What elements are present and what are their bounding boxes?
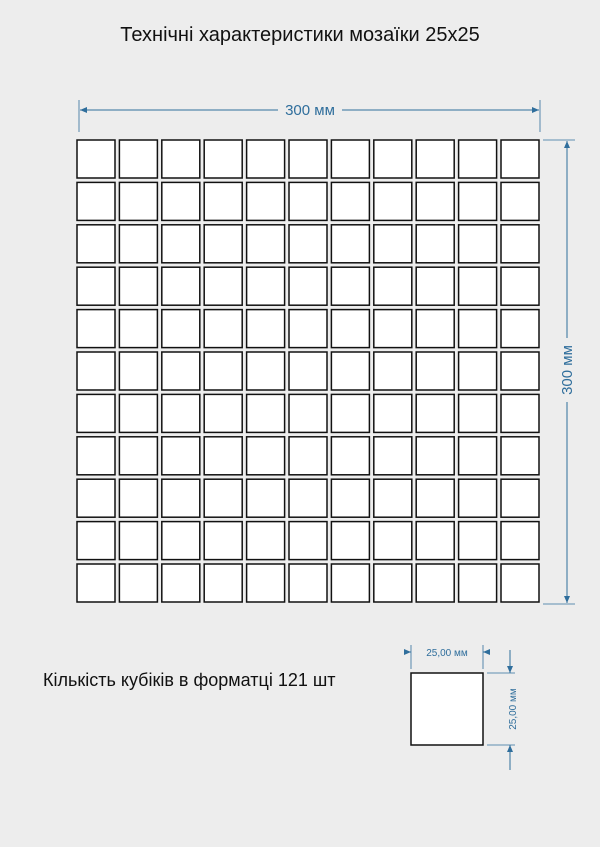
mosaic-tile bbox=[331, 352, 369, 390]
mosaic-tile bbox=[289, 267, 327, 305]
sheet-width-label: 300 мм bbox=[285, 102, 335, 119]
mosaic-tile bbox=[77, 479, 115, 517]
mosaic-tile bbox=[289, 522, 327, 560]
mosaic-tile bbox=[77, 310, 115, 348]
mosaic-tile bbox=[501, 437, 539, 475]
tile-count-text: Кількість кубіків в форматці 121 шт bbox=[43, 670, 336, 690]
mosaic-tile bbox=[501, 522, 539, 560]
mosaic-tile bbox=[162, 267, 200, 305]
mosaic-tile bbox=[459, 479, 497, 517]
mosaic-tile bbox=[289, 437, 327, 475]
mosaic-tile bbox=[119, 479, 157, 517]
mosaic-tile bbox=[247, 352, 285, 390]
mosaic-tile bbox=[459, 522, 497, 560]
mosaic-tile bbox=[289, 140, 327, 178]
mosaic-tile bbox=[374, 352, 412, 390]
mosaic-tile bbox=[459, 310, 497, 348]
mosaic-tile bbox=[162, 564, 200, 602]
mosaic-tile bbox=[204, 394, 242, 432]
mosaic-tile bbox=[331, 267, 369, 305]
mosaic-tile bbox=[374, 182, 412, 220]
mosaic-tile bbox=[77, 182, 115, 220]
mosaic-tile bbox=[459, 267, 497, 305]
mosaic-tile bbox=[77, 437, 115, 475]
mosaic-tile bbox=[331, 310, 369, 348]
mosaic-tile bbox=[289, 352, 327, 390]
mosaic-tile bbox=[77, 564, 115, 602]
mosaic-tile bbox=[204, 182, 242, 220]
mosaic-tile bbox=[459, 140, 497, 178]
mosaic-tile bbox=[374, 394, 412, 432]
mosaic-tile bbox=[416, 564, 454, 602]
mosaic-tile bbox=[374, 437, 412, 475]
mosaic-tile bbox=[289, 564, 327, 602]
mosaic-tile bbox=[374, 564, 412, 602]
mosaic-tile bbox=[501, 310, 539, 348]
mosaic-tile bbox=[374, 479, 412, 517]
mosaic-tile bbox=[501, 225, 539, 263]
mosaic-tile bbox=[162, 352, 200, 390]
mosaic-tile bbox=[331, 437, 369, 475]
mosaic-tile bbox=[162, 140, 200, 178]
mosaic-tile bbox=[119, 267, 157, 305]
mosaic-tile bbox=[204, 352, 242, 390]
mosaic-tile bbox=[416, 522, 454, 560]
mosaic-tile bbox=[204, 267, 242, 305]
mosaic-tile bbox=[119, 310, 157, 348]
mosaic-tile-grid bbox=[77, 140, 539, 602]
mosaic-tile bbox=[501, 479, 539, 517]
mosaic-tile bbox=[501, 564, 539, 602]
mosaic-tile bbox=[416, 182, 454, 220]
mosaic-tile bbox=[247, 225, 285, 263]
mosaic-tile bbox=[331, 522, 369, 560]
mosaic-tile bbox=[204, 225, 242, 263]
mosaic-tile bbox=[331, 182, 369, 220]
mosaic-tile bbox=[77, 352, 115, 390]
tile-width-label: 25,00 мм bbox=[426, 648, 468, 659]
mosaic-tile bbox=[162, 182, 200, 220]
mosaic-tile bbox=[247, 437, 285, 475]
mosaic-tile bbox=[77, 522, 115, 560]
sheet-height-label: 300 мм bbox=[559, 345, 576, 395]
mosaic-tile bbox=[374, 310, 412, 348]
mosaic-tile bbox=[247, 267, 285, 305]
mosaic-tile bbox=[119, 522, 157, 560]
mosaic-tile bbox=[119, 394, 157, 432]
mosaic-tile bbox=[459, 352, 497, 390]
mosaic-tile bbox=[119, 437, 157, 475]
single-tile bbox=[411, 673, 483, 745]
mosaic-tile bbox=[374, 522, 412, 560]
mosaic-tile bbox=[289, 310, 327, 348]
mosaic-tile bbox=[204, 522, 242, 560]
mosaic-tile bbox=[501, 140, 539, 178]
mosaic-tile bbox=[331, 564, 369, 602]
mosaic-tile bbox=[331, 394, 369, 432]
single-tile-detail bbox=[404, 645, 519, 770]
mosaic-tile bbox=[247, 140, 285, 178]
mosaic-tile bbox=[501, 182, 539, 220]
mosaic-tile bbox=[162, 437, 200, 475]
mosaic-tile bbox=[162, 310, 200, 348]
mosaic-tile bbox=[459, 225, 497, 263]
mosaic-tile bbox=[119, 182, 157, 220]
mosaic-tile bbox=[204, 437, 242, 475]
mosaic-tile bbox=[374, 225, 412, 263]
mosaic-tile bbox=[416, 225, 454, 263]
tile-height-label: 25,00 мм bbox=[508, 688, 519, 730]
mosaic-tile bbox=[374, 267, 412, 305]
mosaic-tile bbox=[459, 437, 497, 475]
mosaic-tile bbox=[459, 394, 497, 432]
mosaic-tile bbox=[459, 564, 497, 602]
mosaic-tile bbox=[331, 225, 369, 263]
mosaic-tile bbox=[416, 352, 454, 390]
mosaic-tile bbox=[501, 352, 539, 390]
mosaic-tile bbox=[247, 394, 285, 432]
mosaic-tile bbox=[331, 140, 369, 178]
mosaic-tile bbox=[119, 140, 157, 178]
mosaic-tile bbox=[204, 479, 242, 517]
mosaic-tile bbox=[119, 225, 157, 263]
mosaic-tile bbox=[77, 394, 115, 432]
mosaic-tile bbox=[247, 522, 285, 560]
mosaic-tile bbox=[247, 564, 285, 602]
sheet-height-dimension bbox=[543, 140, 576, 604]
page-title: Технічні характеристики мозаїки 25х25 bbox=[120, 24, 480, 46]
mosaic-tile bbox=[501, 394, 539, 432]
mosaic-tile bbox=[416, 394, 454, 432]
mosaic-tile bbox=[416, 140, 454, 178]
mosaic-tile bbox=[204, 310, 242, 348]
mosaic-tile bbox=[162, 479, 200, 517]
mosaic-tile bbox=[77, 225, 115, 263]
mosaic-tile bbox=[416, 310, 454, 348]
mosaic-tile bbox=[204, 564, 242, 602]
mosaic-tile bbox=[331, 479, 369, 517]
sheet-width-dimension bbox=[79, 100, 540, 132]
mosaic-tile bbox=[416, 437, 454, 475]
mosaic-tile bbox=[247, 310, 285, 348]
mosaic-tile bbox=[77, 267, 115, 305]
mosaic-tile bbox=[289, 225, 327, 263]
mosaic-tile bbox=[247, 479, 285, 517]
mosaic-tile bbox=[162, 225, 200, 263]
mosaic-tile bbox=[416, 267, 454, 305]
mosaic-tile bbox=[77, 140, 115, 178]
mosaic-tile bbox=[119, 564, 157, 602]
mosaic-tile bbox=[459, 182, 497, 220]
mosaic-tile bbox=[501, 267, 539, 305]
mosaic-tile bbox=[289, 479, 327, 517]
mosaic-tile bbox=[119, 352, 157, 390]
mosaic-tile bbox=[162, 394, 200, 432]
mosaic-tile bbox=[247, 182, 285, 220]
mosaic-tile bbox=[416, 479, 454, 517]
mosaic-tile bbox=[289, 182, 327, 220]
mosaic-tile bbox=[289, 394, 327, 432]
mosaic-tile bbox=[374, 140, 412, 178]
mosaic-tile bbox=[204, 140, 242, 178]
mosaic-tile bbox=[162, 522, 200, 560]
